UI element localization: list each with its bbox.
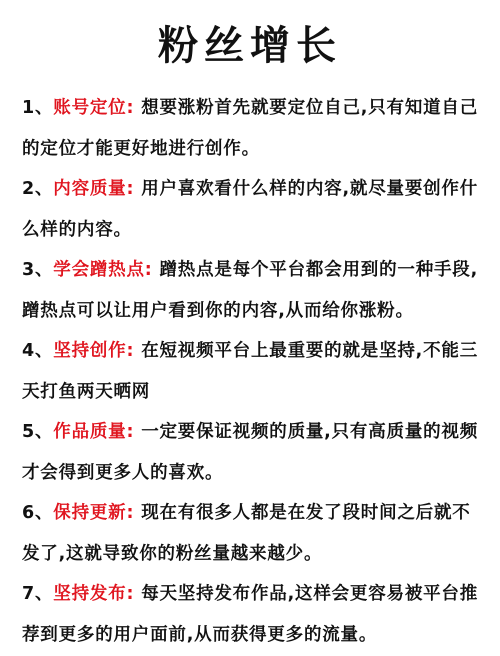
item-keyword: 学会蹭热点: xyxy=(53,260,153,280)
item-keyword: 保持更新: xyxy=(53,503,135,523)
item-keyword: 作品质量: xyxy=(53,422,135,442)
item-number: 5、 xyxy=(22,422,54,442)
item-number: 4、 xyxy=(22,341,54,361)
item-text: 蹭热点是每个平台都会用到的一种手段,蹭热点可以让用户看到你的内容,从而给你涨粉。 xyxy=(22,260,479,321)
item-number: 2、 xyxy=(22,179,54,199)
tips-list xyxy=(22,88,484,655)
item-text: 想要涨粉首先就要定位自己,只有知道自己的定位才能更好地进行创作。 xyxy=(22,98,479,159)
list-item xyxy=(22,574,484,655)
item-text: 现在有很多人都是在发了段时间之后就不发了,这就导致你的粉丝量越来越少。 xyxy=(22,503,471,564)
item-number: 7、 xyxy=(22,584,54,604)
item-keyword: 内容质量: xyxy=(53,179,135,199)
list-item xyxy=(22,493,484,574)
item-number: 6、 xyxy=(22,503,54,523)
list-item xyxy=(22,331,484,412)
item-text: 每天坚持发布作品,这样会更容易被平台推荐到更多的用户面前,从而获得更多的流量。 xyxy=(22,584,479,645)
item-text: 用户喜欢看什么样的内容,就尽量要创作什么样的内容。 xyxy=(22,179,479,240)
list-item xyxy=(22,250,484,331)
list-item xyxy=(22,412,484,493)
item-number: 3、 xyxy=(22,260,54,280)
list-item xyxy=(22,169,484,250)
item-keyword: 账号定位: xyxy=(53,98,135,118)
item-text: 一定要保证视频的质量,只有高质量的视频才会得到更多人的喜欢。 xyxy=(22,422,479,483)
item-text: 在短视频平台上最重要的就是坚持,不能三天打鱼两天晒网 xyxy=(22,341,479,402)
item-keyword: 坚持发布: xyxy=(53,584,135,604)
list-item xyxy=(22,88,484,169)
item-number: 1、 xyxy=(22,98,54,118)
item-keyword: 坚持创作: xyxy=(53,341,135,361)
page-title: 粉丝增长 xyxy=(158,23,342,69)
